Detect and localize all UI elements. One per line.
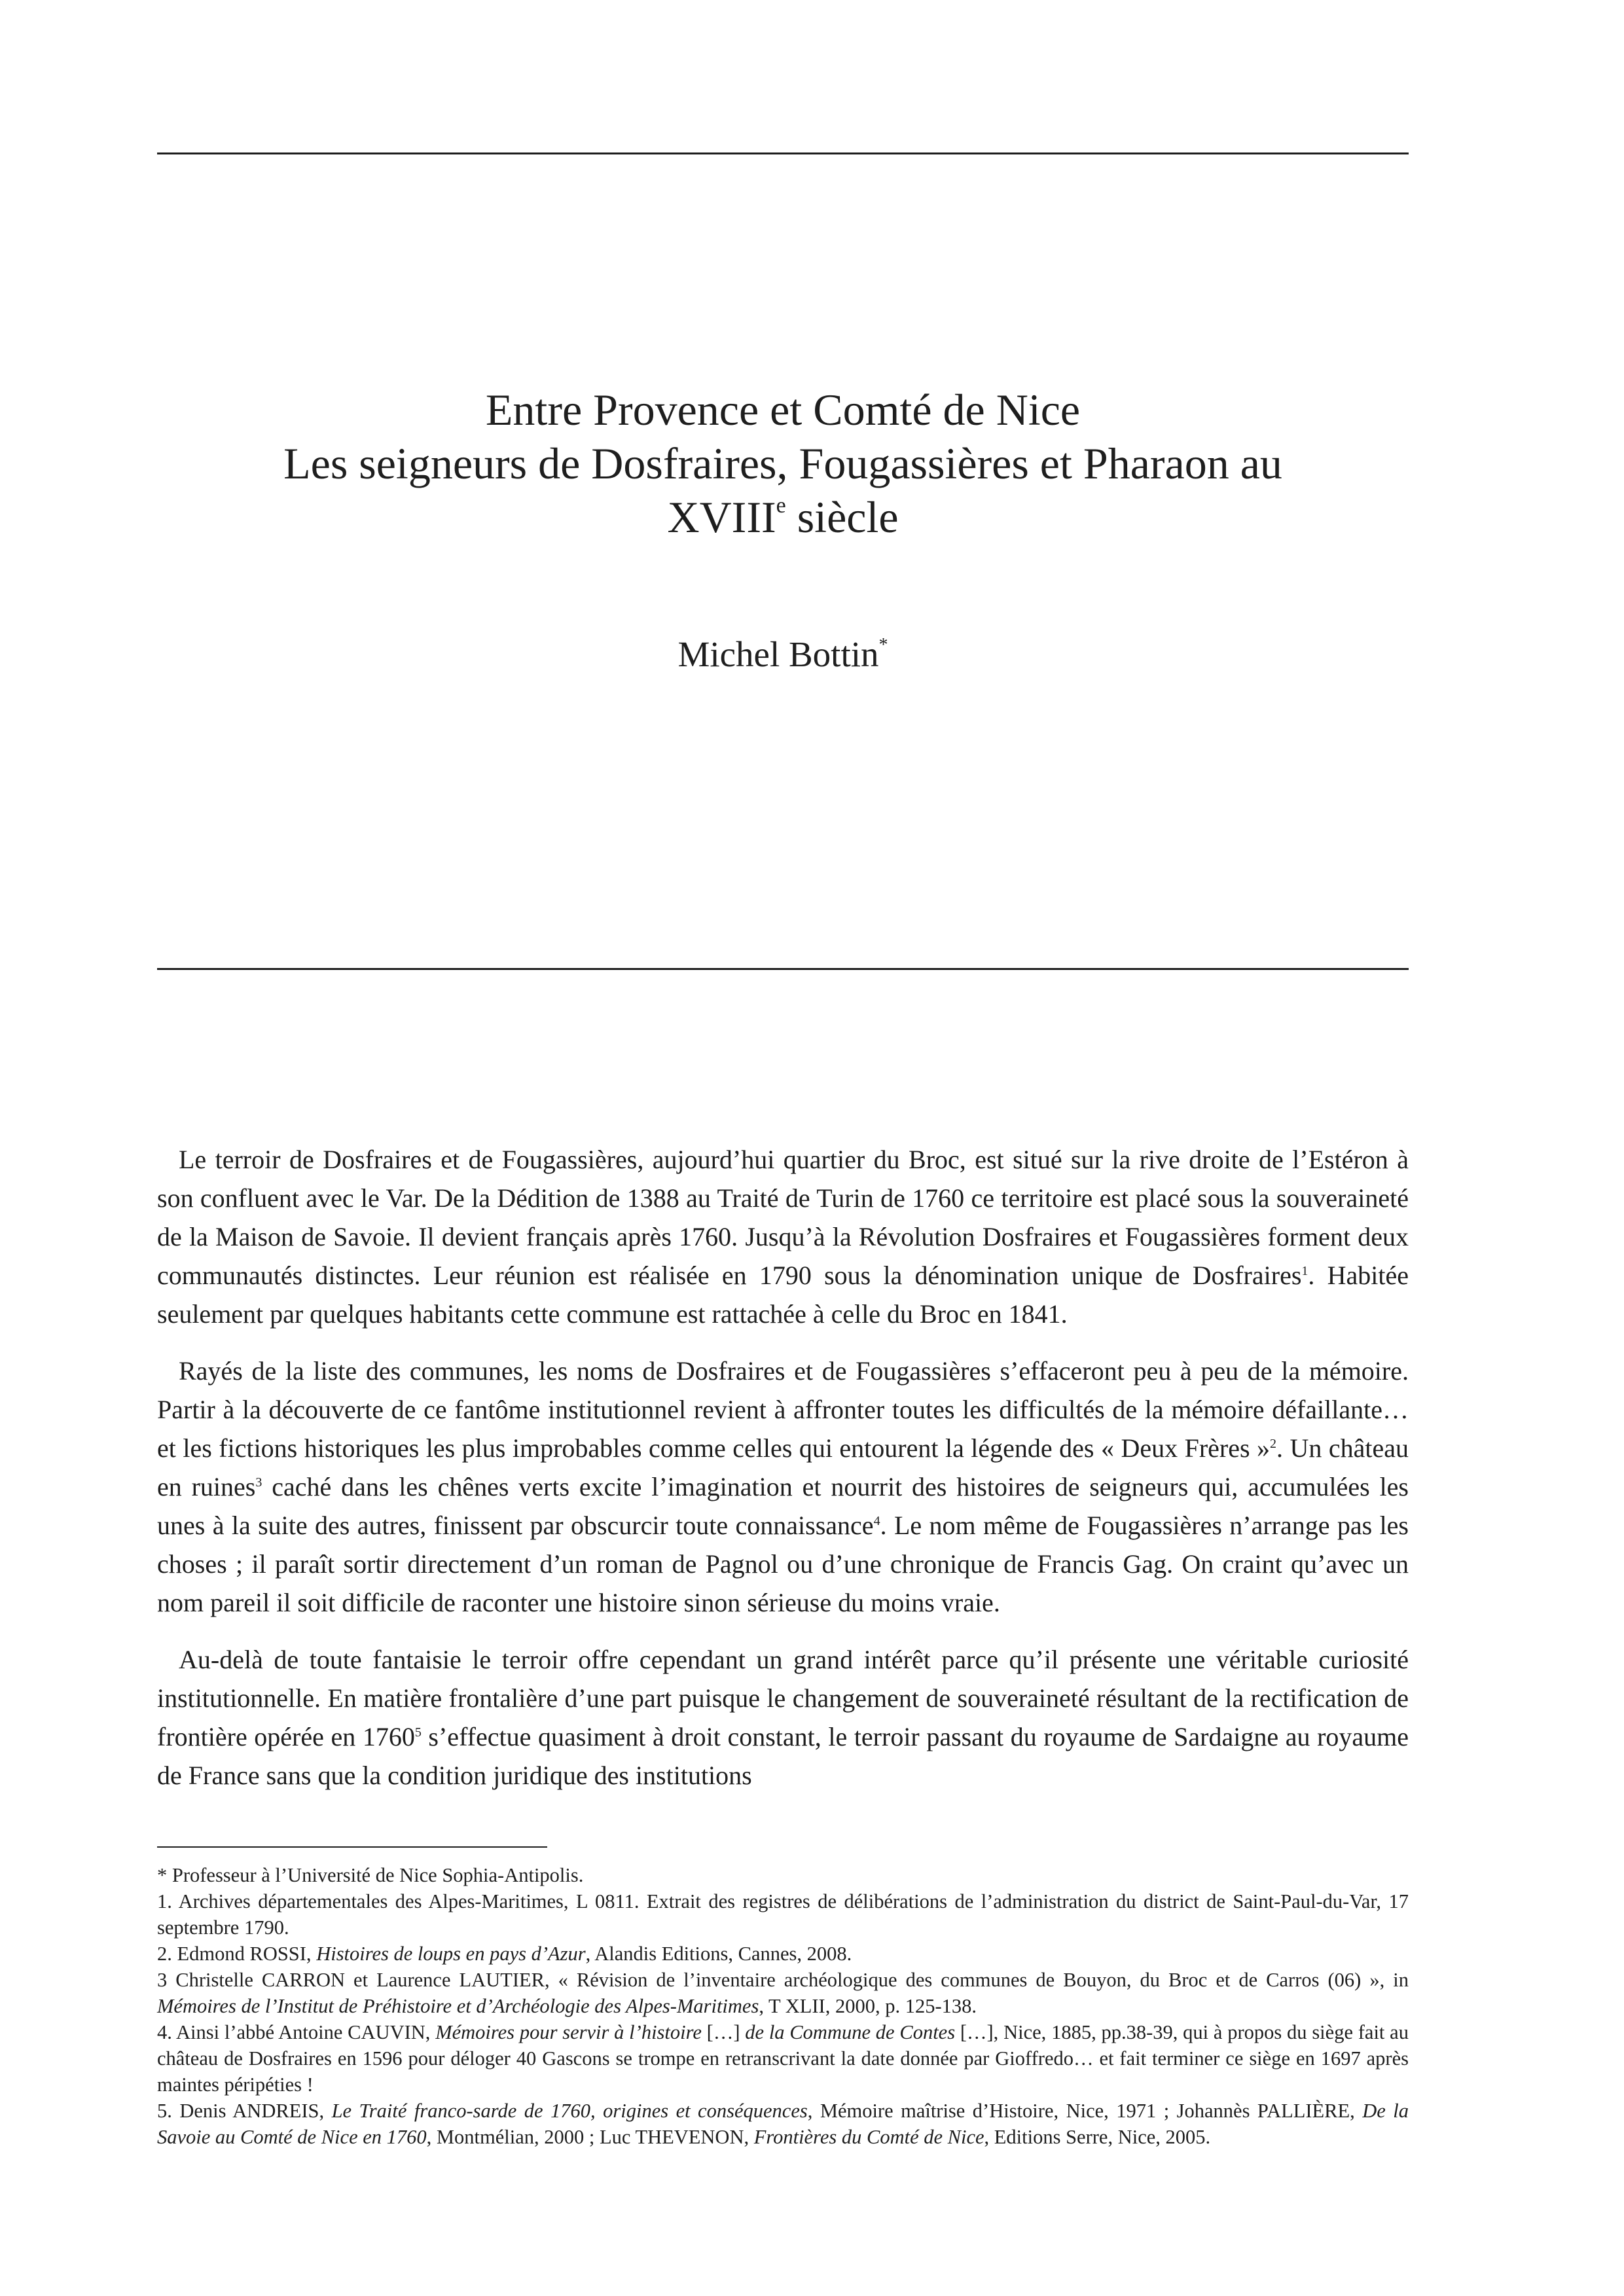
paragraph-text: . Le nom même de Fougassières n’arrange pas les choses ; il paraît sortir directement d’un roman de Pagnol ou d’une chronique de Francis Gag. On craint qu’avec un nom pareil il soit difficile de raconter une histoire sinon sérieuse du moins vraie.	[157, 1511, 1409, 1617]
footnote-2	[157, 1941, 1409, 1967]
footnote-title: De la Savoie au Comté de Nice en 1760	[157, 2100, 1409, 2148]
footnote-title: Mémoires pour servir à l’histoire	[435, 2021, 702, 2043]
paragraph-text: caché dans les chênes verts excite l’imagination et nourrit des histoires de seigneurs qui, accumulées les unes à la suite des autres, finissent par obscurcir toute connaissance	[157, 1472, 1409, 1540]
footnote-text: 5. Denis ANDREIS,	[157, 2100, 332, 2122]
footnote-text: […]	[701, 2021, 746, 2043]
footnote-ref-4: 4	[873, 1514, 880, 1528]
footnote-text: , T XLII, 2000, p. 125-138.	[759, 1995, 977, 2017]
title-line-1: Entre Provence et Comté de Nice	[485, 385, 1081, 435]
footnote-1: 1. Archives départementales des Alpes-Maritimes, L 0811. Extrait des registres de délibérations de l’administration du district de Saint-Paul-du-Var, 17 septembre 1790.	[157, 1890, 1409, 1939]
footnote-ref-1: 1	[1301, 1264, 1308, 1278]
paragraph-text: . Un château en ruines	[157, 1433, 1409, 1501]
footnote-text: , Mémoire maîtrise d’Histoire, Nice, 1971 ; Johannès PALLIÈRE,	[807, 2100, 1363, 2122]
paragraph-3	[157, 1640, 1409, 1795]
article-body	[157, 1140, 1409, 1813]
paragraph-1	[157, 1140, 1409, 1333]
footnote-text: 3 Christelle CARRON et Laurence LAUTIER, « Révision de l’inventaire archéologique des communes de Bouyon, du Broc et de Carros (06) », in	[157, 1969, 1409, 1991]
footnote-separator	[157, 1846, 547, 1848]
author-name: Michel Bottin	[677, 634, 879, 674]
footnote-title: Mémoires de l’Institut de Préhistoire et d’Archéologie des Alpes-Maritimes	[157, 1995, 759, 2017]
footnote-title: Frontières du Comté de Nice	[753, 2126, 984, 2148]
footnote-text: 2. Edmond ROSSI,	[157, 1943, 317, 1965]
title-line-3	[157, 490, 1409, 544]
title-century: XVIII	[667, 492, 776, 542]
footnote-text: , Editions Serre, Nice, 2005.	[984, 2126, 1211, 2148]
footnote-title: Histoires de loups en pays d’Azur	[316, 1943, 586, 1965]
footnote-5	[157, 2098, 1409, 2150]
footnote-3	[157, 1967, 1409, 2019]
title-siecle: siècle	[785, 492, 899, 542]
paragraph-2	[157, 1352, 1409, 1622]
footnote-ref-5: 5	[414, 1725, 422, 1740]
footnote-ref-2: 2	[1270, 1437, 1277, 1451]
footnote-title: de la Commune de Contes	[745, 2021, 956, 2043]
footnote-4	[157, 2019, 1409, 2098]
footnote-text: , Montmélian, 2000 ; Luc THEVENON,	[426, 2126, 754, 2148]
paragraph-text: Au-delà de toute fantaisie le terroir offre cependant un grand intérêt parce qu’il présente une véritable curiosité institutionnelle. En matière frontalière d’une part puisque le changement de souveraineté résultant de la rectification de frontière opérée en 1760	[157, 1645, 1409, 1751]
footnote-text: 4. Ainsi l’abbé Antoine CAUVIN,	[157, 2021, 436, 2043]
footnote-ref-3: 3	[255, 1475, 262, 1490]
article-title	[157, 383, 1409, 544]
footnote-text: […], Nice, 1885, pp.38-39, qui à propos du siège fait au château de Dosfraires en 1596 pour déloger 40 Gascons se trompe en retranscrivant la date donnée par Gioffredo… et fait terminer ce siège en 1697 après maintes péripéties !	[157, 2021, 1409, 2096]
paragraph-text: . Habitée seulement par quelques habitants cette commune est rattachée à celle du Broc en 1841.	[157, 1261, 1409, 1329]
section-rule	[157, 968, 1409, 970]
title-line-2: Les seigneurs de Dosfraires, Fougassières et Pharaon au	[283, 439, 1282, 488]
paragraph-text: Le terroir de Dosfraires et de Fougassières, aujourd’hui quartier du Broc, est situé sur la rive droite de l’Estéron à son confluent avec le Var. De la Dédition de 1388 au Traité de Turin de 1760 ce territoire est placé sous la souveraineté de la Maison de Savoie. Il devient français après 1760. Jusqu’à la Révolution Dosfraires et Fougassières forment deux communautés distinctes. Leur réunion est réalisée en 1790 sous la dénomination unique de Dosfraires	[157, 1145, 1409, 1290]
author	[157, 632, 1409, 677]
paragraph-text: s’effectue quasiment à droit constant, le terroir passant du royaume de Sardaigne au royaume de France sans que la condition juridique des institutions	[157, 1722, 1409, 1790]
footnote-title: Le Traité franco-sarde de 1760, origines et conséquences	[331, 2100, 808, 2122]
paragraph-text: Rayés de la liste des communes, les noms de Dosfraires et de Fougassières s’effaceront peu à peu de la mémoire. Partir à la découverte de ce fantôme institutionnel revient à affronter toutes les difficultés de la mémoire défaillante… et les fictions historiques les plus improbables comme celles qui entourent la légende des « Deux Frères »	[157, 1356, 1409, 1463]
author-footnote-mark: *	[878, 635, 888, 655]
title-century-sup: e	[776, 493, 786, 518]
footnotes	[157, 1862, 1409, 2150]
top-rule	[157, 152, 1409, 154]
footnote-star: * Professeur à l’Université de Nice Sophia-Antipolis.	[157, 1864, 584, 1886]
footnote-text: , Alandis Editions, Cannes, 2008.	[585, 1943, 852, 1965]
